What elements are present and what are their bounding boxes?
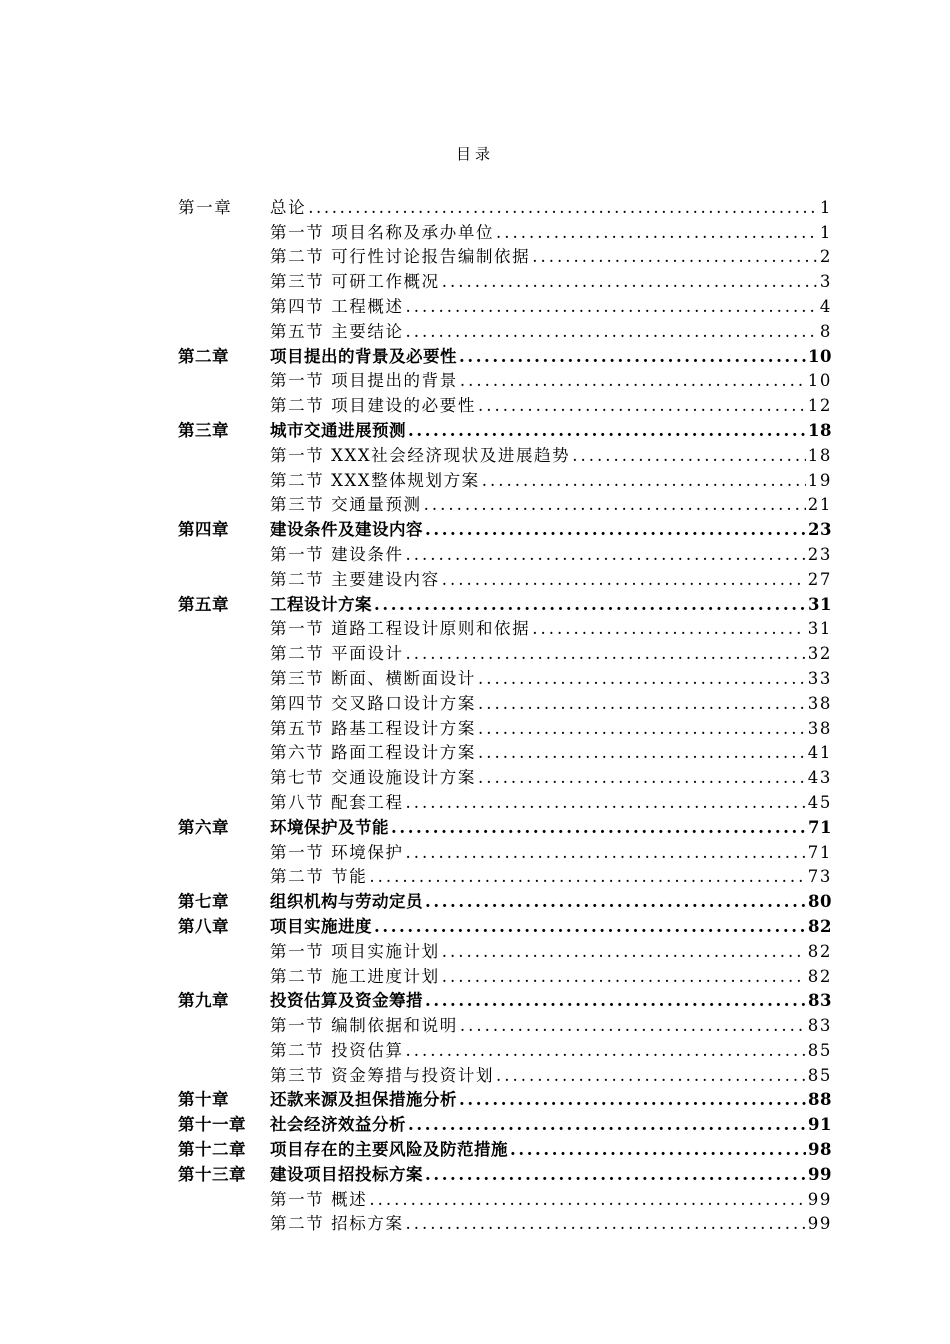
- dot-leader: [425, 892, 806, 912]
- toc-entry-label: [178, 198, 306, 218]
- toc-section-entry[interactable]: [178, 1061, 832, 1086]
- dot-leader: [424, 495, 806, 515]
- toc-entry-label: 第四节 交叉路口设计方案: [270, 693, 476, 713]
- page-number: 43: [807, 768, 832, 788]
- dot-leader: [460, 1016, 806, 1036]
- toc-entry-label: 第三节 断面、横断面设计: [270, 668, 476, 688]
- page-number: 80: [808, 892, 832, 912]
- toc-entry-label: 第一节 XXX社会经济现状及进展趋势: [270, 445, 571, 465]
- toc-section-entry[interactable]: [178, 391, 832, 416]
- dot-leader: [478, 396, 806, 416]
- toc-entry-label: 第二节 施工进度计划: [270, 966, 440, 986]
- dot-leader: [406, 545, 806, 565]
- page-number: 99: [807, 1214, 832, 1234]
- page-number: 99: [807, 1189, 832, 1209]
- chapter-number: 第十二章: [178, 1140, 246, 1160]
- toc-entry-label: 第一节 编制依据和说明: [270, 1016, 458, 1036]
- page-number: 18: [807, 445, 832, 465]
- toc-chapter-entry[interactable]: [178, 912, 832, 937]
- dot-leader: [408, 1115, 806, 1135]
- dot-leader: [442, 272, 818, 292]
- dot-leader: [532, 619, 806, 639]
- dot-leader: [425, 520, 806, 540]
- page-number: 19: [807, 470, 832, 490]
- toc-section-entry[interactable]: [178, 962, 832, 987]
- page-number: 83: [808, 991, 832, 1011]
- dot-leader: [478, 669, 806, 689]
- chapter-number: 第三章: [178, 420, 229, 440]
- toc-entry-label: [178, 421, 406, 441]
- page-number: 3: [819, 272, 832, 292]
- dot-leader: [442, 570, 806, 590]
- toc-entry-label: 第三节 可研工作概况: [270, 272, 440, 292]
- toc-entry-label: 第五节 路基工程设计方案: [270, 718, 476, 738]
- toc-chapter-entry[interactable]: [178, 193, 832, 218]
- chapter-title: 环境保护及节能: [270, 817, 389, 837]
- page-number: 91: [808, 1115, 832, 1135]
- dot-leader: [572, 446, 806, 466]
- toc-entry-label: 第一节 概述: [270, 1189, 368, 1209]
- toc-chapter-entry[interactable]: [178, 1086, 832, 1111]
- toc-entry-label: 第三节 资金筹措与投资计划: [270, 1065, 495, 1085]
- toc-entry-label: 第八节 配套工程: [270, 792, 404, 812]
- page-number: 98: [808, 1140, 832, 1160]
- toc-section-entry[interactable]: [178, 615, 832, 640]
- page-number: 71: [808, 817, 832, 837]
- toc-entry-label: [178, 595, 372, 615]
- chapter-title: 项目提出的背景及必要性: [270, 346, 457, 366]
- chapter-number: 第十一章: [178, 1115, 246, 1135]
- toc-entry-label: [178, 347, 457, 367]
- dot-leader: [482, 471, 806, 491]
- toc-entry-label: [178, 1115, 406, 1135]
- toc-section-entry[interactable]: [178, 937, 832, 962]
- chapter-number: 第一章: [178, 197, 233, 217]
- toc-chapter-entry[interactable]: [178, 1160, 832, 1185]
- toc-section-entry[interactable]: [178, 565, 832, 590]
- toc-chapter-entry[interactable]: [178, 813, 832, 838]
- toc-entry-label: [178, 520, 423, 540]
- dot-leader: [496, 1066, 806, 1086]
- toc-entry-label: 第一节 道路工程设计原则和依据: [270, 619, 531, 639]
- toc-entry-label: 第二节 节能: [270, 867, 368, 887]
- page-number: 85: [807, 1040, 832, 1060]
- toc-section-entry[interactable]: [178, 267, 832, 292]
- page-number: 88: [808, 1090, 832, 1110]
- table-of-contents: [178, 193, 832, 1234]
- dot-leader: [406, 297, 818, 317]
- chapter-number: 第六章: [178, 817, 229, 837]
- toc-entry-label: 第二节 招标方案: [270, 1214, 404, 1234]
- page-number: 73: [807, 867, 832, 887]
- dot-leader: [369, 867, 805, 887]
- dot-leader: [391, 818, 806, 838]
- toc-entry-label: [178, 1140, 508, 1160]
- chapter-title: 还款来源及担保措施分析: [270, 1090, 457, 1110]
- page-number: 27: [807, 569, 832, 589]
- dot-leader: [532, 247, 818, 267]
- dot-leader: [459, 347, 806, 367]
- toc-entry-label: 第二节 XXX整体规划方案: [270, 470, 480, 490]
- toc-section-entry[interactable]: [178, 441, 832, 466]
- toc-entry-label: 第二节 项目建设的必要性: [270, 396, 476, 416]
- toc-chapter-entry[interactable]: [178, 987, 832, 1012]
- dot-leader: [478, 768, 806, 788]
- toc-chapter-entry[interactable]: [178, 515, 832, 540]
- dot-leader: [478, 694, 806, 714]
- page-number: 82: [807, 941, 832, 961]
- page-number: 8: [819, 321, 832, 341]
- page-number: 99: [808, 1164, 832, 1184]
- page-number: 23: [808, 520, 832, 540]
- toc-entry-label: 第五节 主要结论: [270, 321, 404, 341]
- toc-section-entry[interactable]: [178, 1185, 832, 1210]
- toc-section-entry[interactable]: [178, 739, 832, 764]
- page-number: 45: [807, 792, 832, 812]
- chapter-title: 项目实施进度: [270, 916, 372, 936]
- dot-leader: [478, 719, 806, 739]
- dot-leader: [308, 198, 818, 218]
- chapter-number: 第十三章: [178, 1164, 246, 1184]
- toc-entry-label: 第七节 交通设施设计方案: [270, 768, 476, 788]
- page-number: 18: [808, 420, 832, 440]
- toc-entry-label: [178, 1090, 457, 1110]
- page-number: 33: [807, 668, 832, 688]
- page-number: 38: [807, 718, 832, 738]
- chapter-title: 建设项目招投标方案: [270, 1164, 423, 1184]
- dot-leader: [459, 1090, 806, 1110]
- toc-section-entry[interactable]: [178, 491, 832, 516]
- dot-leader: [406, 793, 806, 813]
- dot-leader: [510, 1140, 806, 1160]
- dot-leader: [460, 371, 806, 391]
- toc-section-entry[interactable]: [178, 243, 832, 268]
- toc-chapter-entry[interactable]: [178, 416, 832, 441]
- page-number: 2: [819, 247, 832, 267]
- dot-leader: [406, 1214, 806, 1234]
- page-number: 82: [808, 916, 832, 936]
- dot-leader: [369, 1190, 805, 1210]
- chapter-number: 第二章: [178, 346, 229, 366]
- toc-section-entry[interactable]: [178, 218, 832, 243]
- page-number: 82: [807, 966, 832, 986]
- chapter-title: 建设条件及建设内容: [270, 520, 423, 540]
- toc-entry-label: 第一节 项目实施计划: [270, 941, 440, 961]
- toc-section-entry[interactable]: [178, 863, 832, 888]
- toc-entry-label: [178, 991, 423, 1011]
- toc-section-entry[interactable]: [178, 367, 832, 392]
- toc-entry-label: 第六节 路面工程设计方案: [270, 743, 476, 763]
- toc-entry-label: 第一节 环境保护: [270, 842, 404, 862]
- chapter-number: 第八章: [178, 916, 229, 936]
- page-number: 1: [819, 197, 832, 217]
- toc-section-entry[interactable]: [178, 689, 832, 714]
- toc-section-entry[interactable]: [178, 838, 832, 863]
- dot-leader: [374, 917, 806, 937]
- toc-entry-label: 第三节 交通量预测: [270, 495, 422, 515]
- page-number: 32: [807, 644, 832, 664]
- page-number: 83: [807, 1016, 832, 1036]
- dot-leader: [425, 991, 806, 1011]
- toc-entry-label: 第二节 主要建设内容: [270, 569, 440, 589]
- page-number: 10: [808, 346, 832, 366]
- chapter-title: 项目存在的主要风险及防范措施: [270, 1140, 508, 1160]
- page-number: 31: [807, 619, 832, 639]
- page-number: 85: [807, 1065, 832, 1085]
- chapter-title: 社会经济效益分析: [270, 1115, 406, 1135]
- chapter-number: 第七章: [178, 892, 229, 912]
- dot-leader: [406, 843, 806, 863]
- toc-chapter-entry[interactable]: [178, 590, 832, 615]
- page-number: 12: [807, 396, 832, 416]
- toc-title: 目录: [455, 145, 494, 163]
- dot-leader: [406, 322, 818, 342]
- page-number: 41: [807, 743, 832, 763]
- dot-leader: [374, 595, 806, 615]
- toc-section-entry[interactable]: [178, 788, 832, 813]
- chapter-number: 第十章: [178, 1090, 229, 1110]
- toc-chapter-entry[interactable]: [178, 1110, 832, 1135]
- toc-section-entry[interactable]: [178, 317, 832, 342]
- page-number: 23: [807, 544, 832, 564]
- page-number: 38: [807, 693, 832, 713]
- toc-section-entry[interactable]: [178, 540, 832, 565]
- toc-section-entry[interactable]: [178, 292, 832, 317]
- toc-entry-label: 第二节 可行性讨论报告编制依据: [270, 247, 531, 267]
- dot-leader: [442, 942, 806, 962]
- dot-leader: [425, 1165, 806, 1185]
- chapter-title: 总论: [270, 197, 307, 217]
- toc-section-entry[interactable]: [178, 639, 832, 664]
- toc-section-entry[interactable]: [178, 664, 832, 689]
- dot-leader: [406, 1041, 806, 1061]
- toc-section-entry[interactable]: [178, 1036, 832, 1061]
- dot-leader: [406, 644, 806, 664]
- toc-chapter-entry[interactable]: [178, 342, 832, 367]
- dot-leader: [408, 421, 806, 441]
- toc-entry-label: 第一节 项目名称及承办单位: [270, 222, 495, 242]
- chapter-title: 投资估算及资金筹措: [270, 991, 423, 1011]
- page-number: 71: [807, 842, 832, 862]
- toc-section-entry[interactable]: [178, 1210, 832, 1235]
- chapter-title: 工程设计方案: [270, 594, 372, 614]
- dot-leader: [442, 967, 806, 987]
- toc-chapter-entry[interactable]: [178, 1135, 832, 1160]
- toc-entry-label: 第四节 工程概述: [270, 296, 404, 316]
- toc-entry-label: [178, 892, 423, 912]
- toc-entry-label: [178, 917, 372, 937]
- toc-entry-label: 第一节 项目提出的背景: [270, 371, 458, 391]
- toc-entry-label: [178, 1165, 423, 1185]
- toc-section-entry[interactable]: [178, 466, 832, 491]
- page-number: 21: [807, 495, 832, 515]
- dot-leader: [496, 223, 818, 243]
- toc-chapter-entry[interactable]: [178, 887, 832, 912]
- page-number: 4: [819, 296, 832, 316]
- chapter-number: 第五章: [178, 594, 229, 614]
- toc-entry-label: 第一节 建设条件: [270, 544, 404, 564]
- toc-entry-label: 第二节 投资估算: [270, 1040, 404, 1060]
- toc-section-entry[interactable]: [178, 1011, 832, 1036]
- chapter-number: 第九章: [178, 991, 229, 1011]
- toc-section-entry[interactable]: [178, 714, 832, 739]
- page-number: 31: [808, 594, 832, 614]
- chapter-title: 组织机构与劳动定员: [270, 892, 423, 912]
- chapter-title: 城市交通进展预测: [270, 420, 406, 440]
- toc-section-entry[interactable]: [178, 763, 832, 788]
- toc-entry-label: 第二节 平面设计: [270, 644, 404, 664]
- chapter-number: 第四章: [178, 520, 229, 540]
- dot-leader: [478, 743, 806, 763]
- page-number: 10: [807, 371, 832, 391]
- toc-entry-label: [178, 818, 389, 838]
- page-number: 1: [819, 222, 832, 242]
